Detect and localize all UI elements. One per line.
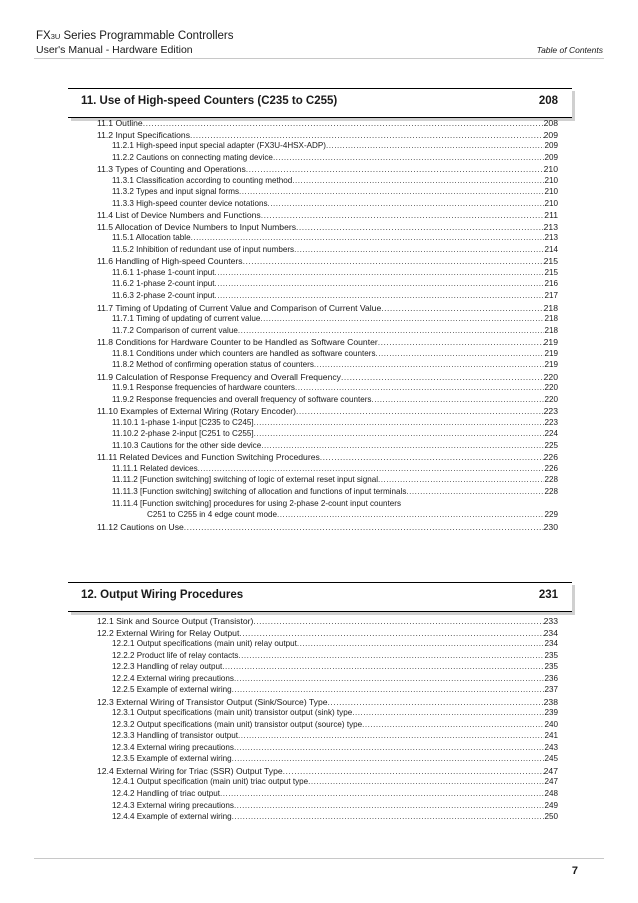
toc-dot-leader — [214, 279, 544, 289]
toc-entry-page: 218 — [544, 325, 558, 335]
toc-entry-page: 215 — [544, 267, 558, 277]
toc-entry-title: 12.4.4 Example of external wiring — [112, 812, 232, 821]
toc-entry-title: 11.11.4 [Function switching] procedures for using 2-phase 2-count input counters — [112, 498, 401, 508]
manual-edition: User's Manual - Hardware Edition — [36, 44, 193, 56]
toc-entry-page: 250 — [544, 812, 558, 821]
toc-dot-leader — [297, 639, 545, 649]
toc-dot-leader — [234, 801, 545, 811]
toc-entry-title: 11.6.1 1-phase 1-count input — [112, 267, 215, 277]
toc-dot-leader — [296, 406, 544, 416]
toc-entry-title: 11.5.1 Allocation table — [112, 233, 191, 243]
toc-entry-title: 11.7 Timing of Updating of Current Value and Comparison of Current Value — [97, 302, 382, 313]
toc-dot-leader — [261, 210, 545, 220]
toc-dot-leader — [238, 731, 545, 741]
toc-subsection-entry[interactable] — [112, 153, 558, 163]
toc-dot-leader — [220, 789, 544, 799]
toc-dot-leader — [277, 510, 544, 520]
toc-subsection-entry[interactable] — [112, 349, 558, 359]
toc-entry-title: 11.10 Examples of External Wiring (Rotary Encoder) — [97, 406, 297, 417]
toc-dot-leader — [234, 743, 545, 753]
toc-entry-title: 11.8 Conditions for Hardware Counter to be Handled as Software Counter — [97, 337, 378, 348]
toc-dot-leader — [191, 233, 545, 243]
toc-entry-page: 216 — [544, 279, 558, 289]
toc-entry-title: 11.10.1 1-phase 1-input [C235 to C245] — [112, 417, 254, 427]
toc-entry-page: 210 — [544, 175, 558, 185]
toc-entry-title: 11.2 Input Specifications — [97, 129, 190, 140]
toc-entry-page: 208 — [543, 118, 558, 128]
toc-dot-leader — [238, 651, 544, 661]
toc-entry-title: 12.3.2 Output specifications (main unit) transistor output (source) type — [112, 719, 363, 729]
toc-dot-leader — [283, 766, 544, 776]
toc-entry-title: 11.5.2 Inhibition of redundant use of input numbers — [112, 244, 295, 254]
toc-entry-page: 209 — [544, 141, 558, 151]
toc-entry-page: 210 — [543, 164, 558, 175]
toc-section-entry[interactable] — [97, 256, 558, 266]
toc-entry-title: 12.2.5 Example of external wiring — [112, 685, 232, 695]
toc-entry-page: 220 — [544, 383, 558, 393]
toc-subsection-entry[interactable] — [112, 801, 558, 811]
toc-entry-page: 249 — [544, 800, 558, 810]
toc-dot-leader — [268, 199, 545, 209]
toc-dot-leader — [371, 395, 544, 405]
toc-entry-page: 241 — [544, 731, 558, 741]
toc-dot-leader — [246, 164, 544, 174]
chapter-title: 11. Use of High-speed Counters (C235 to C255) — [81, 95, 338, 107]
toc-dot-leader — [294, 245, 544, 255]
toc-dot-leader — [292, 176, 544, 186]
toc-entry-title: 12.2.2 Product life of relay contacts — [112, 650, 239, 660]
toc-subsection-entry[interactable] — [112, 475, 558, 485]
toc-entry-page: 220 — [543, 371, 558, 382]
toc-entry-page: 247 — [543, 765, 558, 776]
toc-entry-page: 238 — [543, 696, 558, 707]
toc-dot-leader — [328, 697, 544, 707]
toc-entry-page: 234 — [543, 627, 558, 638]
toc-entry-title: 11.4 List of Device Numbers and Functions — [97, 210, 261, 221]
toc-dot-leader — [314, 360, 545, 370]
toc-dot-leader — [232, 685, 545, 695]
toc-entry-title: 12.2 External Wiring for Relay Output — [97, 627, 240, 638]
toc-entry-page: 235 — [544, 650, 558, 660]
toc-section-entry[interactable] — [97, 616, 558, 626]
toc-entry-page: 219 — [543, 337, 558, 348]
page-number: 7 — [571, 865, 578, 877]
toc-entry-title: 11.3 Types of Counting and Operations — [97, 164, 246, 175]
toc-dot-leader — [406, 487, 544, 497]
toc-entry-title: 11.8.1 Conditions under which counters are handled as software counters — [112, 348, 376, 358]
manual-series-title — [36, 30, 234, 42]
toc-dot-leader — [184, 522, 544, 532]
toc-dot-leader — [296, 222, 544, 232]
toc-entry-title: 11.7.2 Comparison of current value — [112, 325, 238, 335]
toc-dot-leader — [239, 187, 544, 197]
toc-subsection-entry[interactable] — [112, 743, 558, 753]
toc-entry-page: 213 — [544, 233, 558, 243]
toc-entry-title: 12.2.4 External wiring precautions — [112, 673, 234, 683]
toc-entry-page: 228 — [544, 487, 558, 496]
toc-dot-leader — [190, 130, 544, 140]
toc-subsection-entry[interactable] — [112, 639, 558, 649]
toc-section-entry[interactable] — [97, 697, 558, 707]
toc-entry-title: 12.3.5 Example of external wiring — [112, 754, 232, 764]
chapter-title: 12. Output Wiring Procedures — [81, 589, 244, 601]
toc-entry-title: 11.11 Related Devices and Function Switching Procedures — [97, 452, 320, 463]
toc-dot-leader — [352, 708, 544, 718]
toc-section-entry[interactable] — [97, 130, 558, 140]
toc-subsection-entry[interactable] — [112, 674, 558, 684]
toc-entry-title: 12.3.4 External wiring precautions — [112, 742, 234, 752]
toc-subsection-entry[interactable] — [112, 360, 558, 370]
toc-subsection-entry[interactable] — [112, 662, 558, 672]
toc-subsection-entry[interactable] — [112, 245, 558, 255]
chapter-12-heading[interactable] — [68, 582, 572, 612]
toc-entry-title: 11.11.1 Related devices — [112, 463, 198, 473]
toc-subsection-entry[interactable] — [112, 199, 558, 209]
toc-dot-leader — [254, 418, 545, 428]
toc-entry-title: 12.4.2 Handling of triac output — [112, 788, 220, 798]
toc-subsection-entry[interactable] — [112, 499, 558, 509]
toc-entry-page: 210 — [544, 187, 558, 197]
toc-entry-page: 225 — [544, 440, 558, 450]
toc-subsection-entry[interactable] — [112, 441, 558, 451]
toc-entry-page: 209 — [544, 152, 558, 162]
toc-entry-title: 12.2.3 Handling of relay output — [112, 662, 223, 672]
toc-subsection-entry[interactable] — [112, 291, 558, 301]
toc-entry-page: 211 — [544, 210, 558, 221]
toc-entry-title: 12.4.3 External wiring precautions — [112, 800, 234, 810]
toc-entry-page: 226 — [543, 452, 558, 463]
toc-entry-title: 11.11.2 [Function switching] switching of logic of external reset input signal — [112, 475, 379, 485]
toc-entry-title: 11.10.3 Cautions for the other side device — [112, 440, 262, 450]
toc-dot-leader — [232, 812, 545, 822]
toc-entry-page: 218 — [544, 314, 558, 323]
toc-dot-leader — [320, 452, 544, 462]
toc-section-entry[interactable] — [97, 452, 558, 462]
toc-entry-page: 218 — [543, 302, 558, 313]
toc-entry-page: 229 — [544, 510, 558, 519]
chapter-page: 231 — [538, 589, 558, 601]
toc-dot-leader — [253, 616, 543, 626]
toc-dot-leader — [239, 628, 543, 638]
toc-entry-page: 217 — [544, 290, 558, 300]
toc-entry-title: 11.9 Calculation of Response Frequency and Overall Frequency — [97, 371, 341, 382]
toc-entry-title: 12.3 External Wiring of Transistor Output (Sink/Source) Type — [97, 696, 328, 707]
toc-entry-title: 11.7.1 Timing of updating of current value — [112, 314, 261, 323]
toc-subsection-entry[interactable] — [112, 279, 558, 289]
toc-entry-page: 213 — [543, 221, 558, 232]
footer-divider — [34, 858, 604, 859]
toc-entry-title: C251 to C255 in 4 edge count mode — [147, 510, 278, 519]
toc-subsection-entry[interactable] — [112, 464, 558, 474]
toc-dot-leader — [234, 674, 545, 684]
toc-entry-page: 228 — [544, 475, 558, 485]
toc-subsection-entry[interactable] — [112, 233, 558, 243]
toc-entry-page: 214 — [544, 244, 558, 254]
toc-subsection-entry[interactable] — [112, 651, 558, 661]
toc-dot-leader — [260, 314, 544, 324]
toc-dot-leader — [308, 777, 544, 787]
toc-subsection-entry[interactable] — [112, 395, 558, 405]
header-divider — [34, 58, 604, 59]
toc-entry-page: 236 — [544, 673, 558, 683]
toc-subsection-entry[interactable] — [112, 777, 558, 787]
toc-entry-page: 233 — [543, 616, 558, 626]
toc-entry-page: 235 — [544, 662, 558, 672]
toc-subsection-entry[interactable] — [112, 487, 558, 497]
toc-entry-page: 220 — [544, 394, 558, 404]
series-prefix: FX — [36, 30, 51, 42]
toc-dot-leader — [243, 256, 544, 266]
toc-entry-title: 11.6.3 2-phase 2-count input — [112, 290, 215, 300]
toc-subsection-entry[interactable] — [112, 720, 558, 730]
toc-entry-page: 219 — [544, 348, 558, 358]
toc-dot-leader — [261, 441, 544, 451]
toc-entry-page: 230 — [543, 521, 558, 532]
toc-subsection-entry[interactable] — [112, 789, 558, 799]
toc-section-entry[interactable] — [97, 372, 558, 382]
toc-dot-leader — [273, 153, 545, 163]
toc-subsection-entry[interactable] — [112, 314, 558, 324]
toc-subsection-entry[interactable] — [112, 383, 558, 393]
section-label: Table of Contents — [536, 45, 603, 55]
toc-subsection-entry[interactable] — [112, 268, 558, 278]
toc-entry-page: 223 — [543, 406, 558, 417]
toc-entry-title: 12.2.1 Output specifications (main unit) relay output — [112, 639, 297, 649]
toc-section-entry[interactable] — [97, 628, 558, 638]
toc-entry-title: 11.12 Cautions on Use — [97, 521, 184, 532]
series-title-rest: Series Programmable Controllers — [60, 30, 234, 42]
toc-entry-title: 11.2.1 High-speed input special adapter (FX3U-4HSX-ADP) — [112, 141, 326, 151]
chapter-11-heading[interactable] — [68, 88, 572, 118]
toc-subsection-entry[interactable] — [112, 141, 558, 151]
toc-dot-leader — [295, 383, 545, 393]
toc-entry-title: 11.3.1 Classification according to counting method — [112, 175, 293, 185]
toc-entry-page: 240 — [544, 719, 558, 729]
toc-entry-title: 11.3.3 High-speed counter device notations — [112, 198, 268, 208]
toc-subsection-entry[interactable] — [112, 326, 558, 336]
toc-entry-title: 12.3.3 Handling of transistor output — [112, 731, 238, 741]
toc-entry-page: 210 — [544, 198, 558, 208]
toc-entry-title: 11.10.2 2-phase 2-input [C251 to C255] — [112, 429, 254, 439]
toc-dot-leader — [238, 326, 545, 336]
toc-entry-page: 234 — [544, 639, 558, 649]
toc-entry-page: 247 — [544, 777, 558, 787]
toc-dot-leader — [232, 754, 545, 764]
toc-entry-title: 11.3.2 Types and input signal forms — [112, 187, 240, 197]
toc-section-entry[interactable] — [97, 164, 558, 174]
toc-entry-title: 11.9.2 Response frequencies and overall frequency of software counters — [112, 394, 372, 404]
toc-entry-page: 243 — [544, 742, 558, 752]
toc-dot-leader — [143, 118, 544, 128]
toc-subsection-entry[interactable] — [112, 685, 558, 695]
toc-dot-leader — [254, 429, 545, 439]
toc-entry-title: 11.5 Allocation of Device Numbers to Input Numbers — [97, 221, 297, 232]
chapter-page: 208 — [538, 95, 558, 107]
toc-dot-leader — [381, 303, 543, 313]
toc-entry-page: 248 — [544, 788, 558, 798]
toc-subsection-entry[interactable] — [147, 510, 558, 520]
toc-entry-title: 11.6 Handling of High-speed Counters — [97, 256, 243, 267]
toc-entry-page: 239 — [544, 708, 558, 718]
toc-section-entry[interactable] — [97, 522, 558, 532]
toc-entry-page: 224 — [544, 429, 558, 439]
toc-entry-title: 11.11.3 [Function switching] switching of allocation and functions of input terminals — [112, 487, 407, 496]
toc-entry-title: 11.2.2 Cautions on connecting mating device — [112, 152, 273, 162]
toc-dot-leader — [376, 349, 545, 359]
toc-entry-title: 12.4.1 Output specification (main unit) triac output type — [112, 777, 309, 787]
toc-entry-page: 215 — [543, 256, 558, 267]
toc-entry-page: 223 — [544, 417, 558, 427]
toc-entry-page: 245 — [544, 754, 558, 764]
toc-subsection-entry[interactable] — [112, 429, 558, 439]
toc-entry-page: 226 — [544, 463, 558, 473]
toc-dot-leader — [214, 291, 544, 301]
toc-subsection-entry[interactable] — [112, 731, 558, 741]
toc-entry-title: 11.8.2 Method of confirming operation status of counters — [112, 360, 314, 370]
toc-dot-leader — [362, 720, 544, 730]
toc-section-entry[interactable] — [97, 222, 558, 232]
toc-dot-leader — [198, 464, 545, 474]
toc-subsection-entry[interactable] — [112, 812, 558, 822]
toc-entry-title: 12.4 External Wiring for Triac (SSR) Output Type — [97, 765, 283, 776]
toc-entry-page: 219 — [544, 360, 558, 370]
toc-dot-leader — [341, 372, 544, 382]
toc-section-entry[interactable] — [97, 766, 558, 776]
toc-entry-title: 11.1 Outline — [97, 118, 143, 128]
toc-dot-leader — [378, 337, 544, 347]
toc-subsection-entry[interactable] — [112, 187, 558, 197]
toc-subsection-entry[interactable] — [112, 754, 558, 764]
series-subscript: 3U — [50, 32, 61, 41]
toc-section-entry[interactable] — [97, 406, 558, 416]
toc-entry-title: 12.1 Sink and Source Output (Transistor) — [97, 616, 254, 626]
toc-dot-leader — [214, 268, 544, 278]
toc-entry-page: 209 — [543, 129, 558, 140]
toc-section-entry[interactable] — [97, 210, 558, 220]
toc-subsection-entry[interactable] — [112, 176, 558, 186]
toc-subsection-entry[interactable] — [112, 418, 558, 428]
toc-entry-title: 11.9.1 Response frequencies of hardware counters — [112, 383, 295, 393]
toc-dot-leader — [378, 475, 544, 485]
toc-entry-title: 11.6.2 1-phase 2-count input — [112, 279, 215, 289]
toc-section-entry[interactable] — [97, 337, 558, 347]
toc-section-entry[interactable] — [97, 118, 558, 128]
toc-dot-leader — [326, 141, 544, 151]
toc-section-entry[interactable] — [97, 303, 558, 313]
toc-entry-title: 12.3.1 Output specifications (main unit) transistor output (sink) type — [112, 708, 353, 718]
toc-subsection-entry[interactable] — [112, 708, 558, 718]
toc-dot-leader — [222, 662, 544, 672]
toc-entry-page: 237 — [544, 685, 558, 695]
